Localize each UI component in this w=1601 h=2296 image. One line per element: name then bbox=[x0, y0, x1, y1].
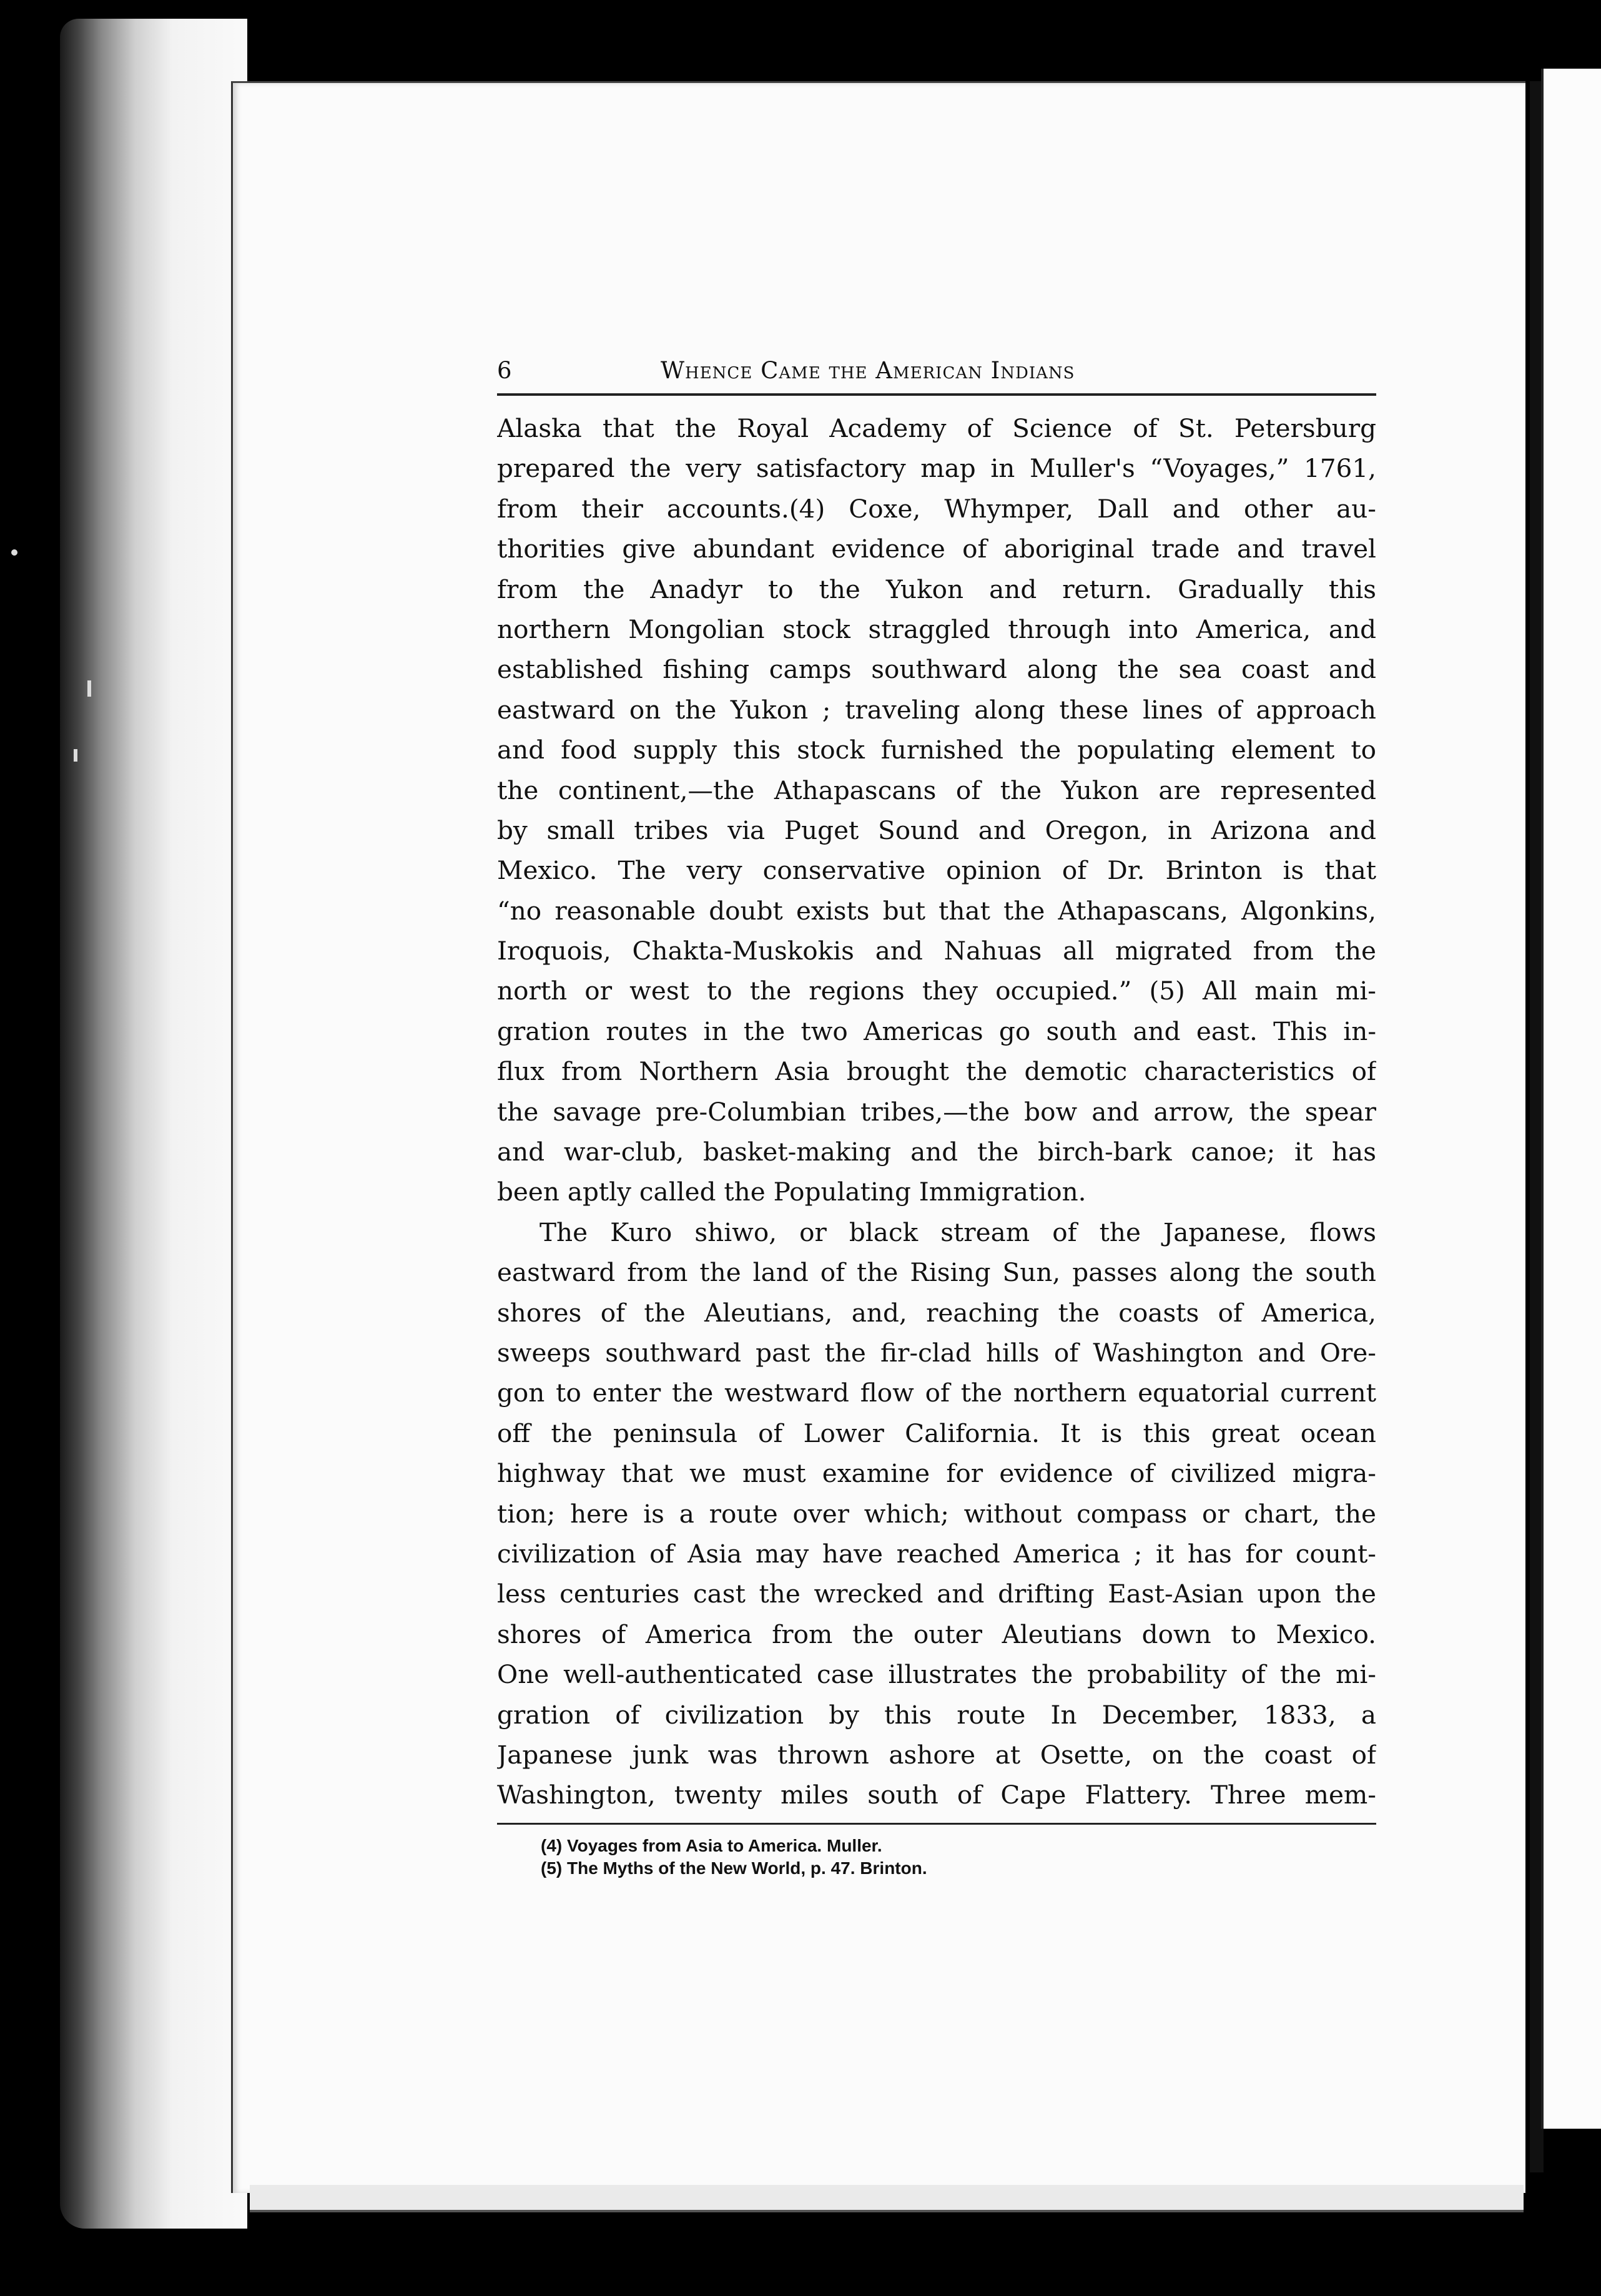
text-line: north or west to the regions they occupied.” (5) All main mi- bbox=[497, 976, 1376, 1006]
running-head bbox=[497, 356, 1376, 396]
page-number: 6 bbox=[497, 357, 513, 384]
speck bbox=[87, 680, 91, 697]
text-line: off the peninsula of Lower California. It is this great ocean bbox=[497, 1418, 1376, 1448]
text-line: gon to enter the westward flow of the northern equatorial current bbox=[497, 1378, 1376, 1408]
footnotes bbox=[541, 1835, 1376, 1880]
body-text bbox=[497, 408, 1376, 1815]
footnote-rule bbox=[497, 1823, 1376, 1825]
speck bbox=[74, 749, 77, 762]
text-line: prepared the very satisfactory map in Muller's “Voyages,” 1761, bbox=[497, 453, 1376, 484]
text-line: eastward from the land of the Rising Sun, passes along the south bbox=[497, 1257, 1376, 1288]
text-line: Alaska that the Royal Academy of Science of St. Petersburg bbox=[497, 413, 1376, 443]
page-bottom-edge bbox=[250, 2185, 1524, 2212]
text-line: gration routes in the two Americas go south and east. This in- bbox=[497, 1016, 1376, 1046]
text-line: northern Mongolian stock straggled through into America, and bbox=[497, 614, 1376, 644]
text-line: One well-authenticated case illustrates the probability of the mi- bbox=[497, 1659, 1376, 1690]
text-line: and food supply this stock furnished the populating element to bbox=[497, 735, 1376, 765]
footnote: (5) The Myths of the New World, p. 47. Brinton. bbox=[541, 1858, 927, 1878]
text-line: from their accounts.(4) Coxe, Whymper, Dall and other au- bbox=[497, 493, 1376, 524]
text-line: the savage pre-Columbian tribes,—the bow and arrow, the spear bbox=[497, 1096, 1376, 1127]
text-line: tion; here is a route over which; without compass or chart, the bbox=[497, 1498, 1376, 1529]
text-block bbox=[497, 356, 1376, 1880]
text-line: eastward on the Yukon ; traveling along these lines of approach bbox=[497, 694, 1376, 725]
text-line: and war-club, basket-making and the birch-bark canoe; it has bbox=[497, 1137, 1376, 1167]
text-line: gration of civilization by this route In December, 1833, a bbox=[497, 1699, 1376, 1730]
text-line: civilization of Asia may have reached America ; it has for count- bbox=[497, 1538, 1376, 1569]
speck bbox=[11, 549, 17, 556]
text-line: shores of the Aleutians, and, reaching the coasts of America, bbox=[497, 1297, 1376, 1328]
paragraph-start-line: The Kuro shiwo, or black stream of the Japanese, flows bbox=[539, 1217, 1376, 1247]
text-line: thorities give abundant evidence of aboriginal trade and travel bbox=[497, 534, 1376, 564]
text-line: shores of America from the outer Aleutians down to Mexico. bbox=[497, 1619, 1376, 1649]
header-title: Whence Came the American Indians bbox=[661, 357, 1075, 384]
text-line: sweeps southward past the fir-clad hills of Washington and Ore- bbox=[497, 1337, 1376, 1368]
text-line: Washington, twenty miles south of Cape Flattery. Three mem- bbox=[497, 1780, 1376, 1810]
text-line: by small tribes via Puget Sound and Oregon, in Arizona and bbox=[497, 815, 1376, 845]
text-line: flux from Northern Asia brought the demotic characteristics of bbox=[497, 1056, 1376, 1087]
text-line: been aptly called the Populating Immigration. bbox=[497, 1177, 1086, 1207]
text-line: from the Anadyr to the Yukon and return. Gradually this bbox=[497, 574, 1376, 604]
text-line: less centuries cast the wrecked and drifting East-Asian upon the bbox=[497, 1579, 1376, 1609]
footnote: (4) Voyages from Asia to America. Muller. bbox=[541, 1835, 882, 1855]
text-line: Iroquois, Chakta-Muskokis and Nahuas all migrated from the bbox=[497, 936, 1376, 966]
text-line: the continent,—the Athapascans of the Yukon are represented bbox=[497, 775, 1376, 805]
book-edge bbox=[60, 19, 247, 2229]
text-line: “no reasonable doubt exists but that the Athapascans, Algonkins, bbox=[497, 895, 1376, 926]
text-line: established fishing camps southward along the sea coast and bbox=[497, 654, 1376, 685]
text-line: highway that we must examine for evidence of civilized migra- bbox=[497, 1458, 1376, 1489]
text-line: Japanese junk was thrown ashore at Osette, on the coast of bbox=[497, 1739, 1376, 1770]
text-line: Mexico. The very conservative opinion of Dr. Brinton is that bbox=[497, 855, 1376, 886]
next-page-sliver bbox=[1541, 69, 1601, 2129]
